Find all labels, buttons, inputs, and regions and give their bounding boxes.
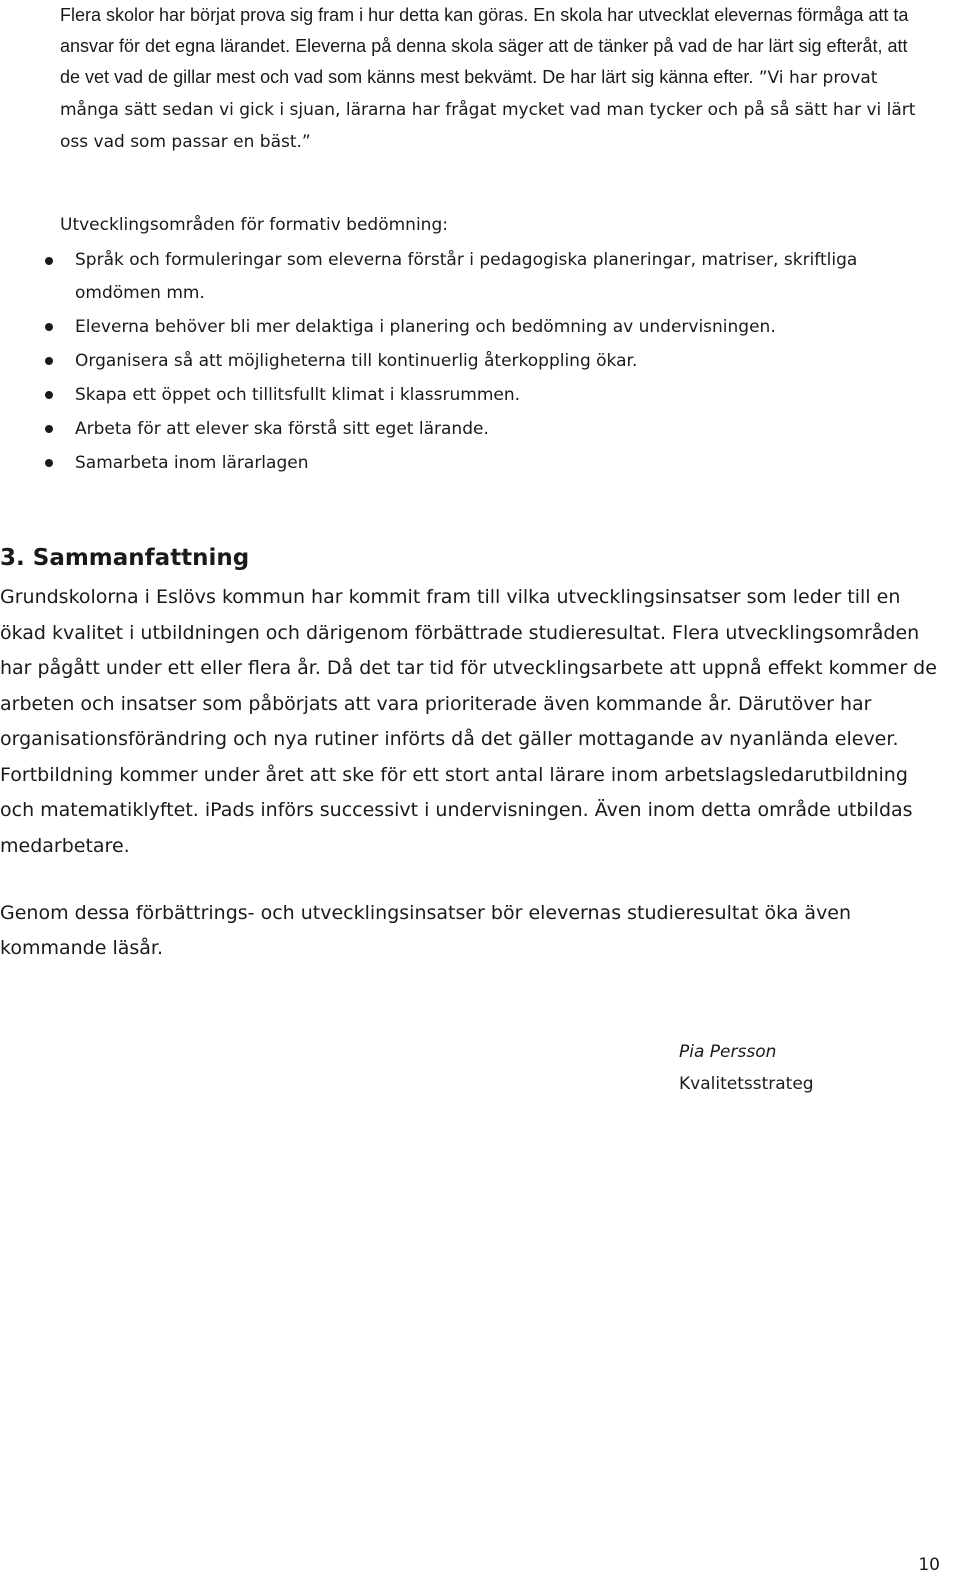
student-quote: ”Vi har provat många sätt sedan vi gick i sjuan, lärarna har frågat mycket vad man tycker och på så sätt har vi lärt oss vad som passar en bäst.”: [60, 68, 916, 152]
bullet-icon: [45, 425, 53, 433]
section-heading: [0, 538, 249, 578]
signatory-role: Kvalitetsstrateg: [679, 1074, 814, 1094]
bullet-icon: [45, 459, 53, 467]
intro-text: Flera skolor har börjat prova sig fram i hur detta kan göras. En skola har utvecklat elevernas förmåga att ta ansvar för det egna lärandet. Eleverna på denna skola säger att de tänker på vad de har lärt sig efteråt, att de vet vad de gillar mest och vad som känns mest bekvämt. De har lärt sig känna efter.: [60, 5, 909, 87]
list-item-text: Arbeta för att elever ska förstå sitt eget lärande.: [75, 419, 489, 439]
development-areas-list: [60, 244, 930, 480]
bullet-icon: [45, 323, 53, 331]
list-item-text: Skapa ett öppet och tillitsfullt klimat i klassrummen.: [75, 385, 521, 405]
development-areas-heading: Utvecklingsområden för formativ bedömning:: [60, 215, 448, 235]
list-item: [60, 412, 930, 446]
list-item: [60, 344, 930, 378]
section-number: 3.: [0, 545, 25, 571]
closing-paragraph: Genom dessa förbättrings- och utvecklingsinsatser bör elevernas studieresultat öka även kommande läsår.: [0, 902, 852, 959]
list-item-text: Eleverna behöver bli mer delaktiga i planering och bedömning av undervisningen.: [75, 317, 776, 337]
list-item-text: Samarbeta inom lärarlagen: [75, 453, 309, 473]
list-item-text: Språk och formuleringar som eleverna förstår i pedagogiska planeringar, matriser, skriftliga omdömen mm.: [75, 250, 858, 303]
list-item: [60, 446, 930, 480]
bullet-icon: [45, 357, 53, 365]
list-item-text: Organisera så att möjligheterna till kontinuerlig återkoppling ökar.: [75, 351, 638, 371]
summary-paragraph: Grundskolorna i Eslövs kommun har kommit fram till vilka utvecklingsinsatser som leder till en ökad kvalitet i utbildningen och därigenom förbättrade studieresultat. Flera utvecklingsområden har pågått under ett eller flera år. Då det tar tid för utvecklingsarbete att uppnå effekt kommer de arbeten och insatser som påbörjats att vara prioriterade även kommande år. Därutöver har organisationsförändring och nya rutiner införts då det gäller mottagande av nyanlända elever. Fortbildning kommer under året att ske för ett stort antal lärare inom arbetslagsledarutbildning och matematiklyftet. iPads införs successivt i undervisningen. Även inom detta område utbildas medarbetare.: [0, 586, 937, 857]
list-item: [60, 244, 930, 310]
signature-block: [679, 1036, 814, 1100]
signatory-name: Pia Persson: [679, 1042, 777, 1062]
bullet-icon: [45, 257, 53, 265]
bullet-icon: [45, 391, 53, 399]
list-item: [60, 378, 930, 412]
page-number: 10: [918, 1555, 940, 1575]
list-item: [60, 310, 930, 344]
section-title: Sammanfattning: [32, 545, 250, 571]
intro-paragraph: [60, 0, 920, 158]
